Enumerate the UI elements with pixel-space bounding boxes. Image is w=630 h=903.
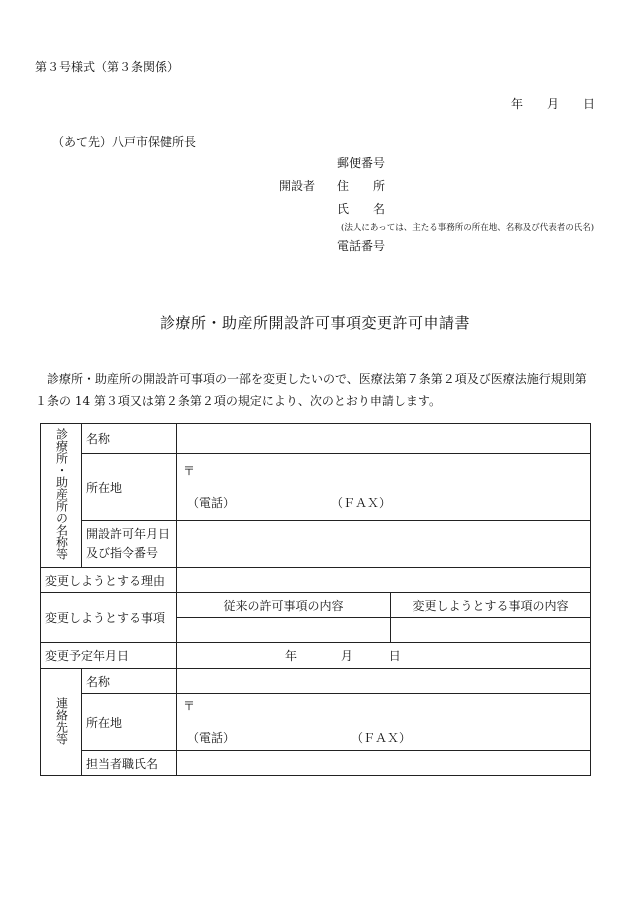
scheduled-day-label: 日 (388, 649, 401, 663)
name-label: 氏 名 (337, 202, 386, 216)
address-label: 住 所 (337, 179, 386, 193)
facility-group-header (41, 424, 82, 568)
date-year-label: 年 (511, 97, 524, 111)
change-reason-field[interactable] (177, 568, 591, 593)
applicant-label: 開設者 (279, 179, 316, 193)
document-title: 診療所・助産所開設許可事項変更許可申請書 (159, 314, 470, 332)
previous-content-header: 従来の許可事項の内容 (177, 593, 391, 618)
new-content-field[interactable] (391, 618, 591, 643)
staff-name-label: 担当者職氏名 (82, 751, 177, 776)
intro-paragraph: 診療所・助産所の開設許可事項の一部を変更したいので、医療法第７条第２項及び医療法施行規則第１条の 14 第３項又は第２条第２項の規定により、次のとおり申請します。 (35, 372, 587, 408)
phone-label: （電話） (187, 496, 236, 511)
facility-name-field[interactable] (177, 424, 591, 454)
scheduled-date-label: 変更予定年月日 (41, 643, 177, 669)
scheduled-date-field[interactable] (177, 643, 591, 669)
date-month-label: 月 (547, 97, 560, 111)
staff-name-field[interactable] (177, 751, 591, 776)
contact-postal-mark: 〒 (183, 699, 196, 713)
date-day-label: 日 (583, 97, 596, 111)
change-items-label: 変更しようとする事項 (41, 593, 177, 643)
permit-date-field[interactable] (177, 521, 591, 568)
contact-name-label: 名称 (82, 669, 177, 694)
phone-number-label: 電話番号 (337, 239, 386, 253)
previous-content-field[interactable] (177, 618, 391, 643)
contact-name-field[interactable] (177, 669, 591, 694)
contact-location-label: 所在地 (82, 694, 177, 751)
contact-group-label: 連絡先等 (54, 696, 69, 745)
facility-group-label: 診療所・助産所の名称等 (54, 428, 69, 560)
postal-mark: 〒 (183, 464, 196, 479)
contact-phone-label: （電話） (187, 731, 236, 745)
facility-name-label: 名称 (82, 424, 177, 454)
facility-location-label: 所在地 (82, 454, 177, 521)
contact-location-field[interactable] (177, 694, 591, 751)
corporate-note: (法人にあっては、主たる事務所の所在地、名称及び代表者の氏名) (341, 223, 595, 233)
addressee: （あて先）八戸市保健所長 (52, 135, 197, 149)
form-number: 第３号様式（第３条関係） (35, 60, 180, 74)
contact-fax-label: （ＦＡＸ） (351, 731, 412, 745)
permit-date-label-line2: 及び指令番号 (86, 546, 159, 561)
postal-code-label: 郵便番号 (337, 156, 386, 170)
scheduled-month-label: 月 (340, 649, 353, 663)
contact-group-header (41, 669, 82, 776)
permit-date-label-line1: 開設許可年月日 (86, 527, 171, 542)
change-reason-label: 変更しようとする理由 (41, 568, 177, 593)
application-table (40, 423, 591, 776)
scheduled-year-label: 年 (285, 649, 298, 663)
fax-label: （ＦＡＸ） (331, 496, 392, 511)
facility-location-field[interactable] (177, 454, 591, 521)
permit-date-label (82, 521, 177, 568)
new-content-header: 変更しようとする事項の内容 (391, 593, 591, 618)
